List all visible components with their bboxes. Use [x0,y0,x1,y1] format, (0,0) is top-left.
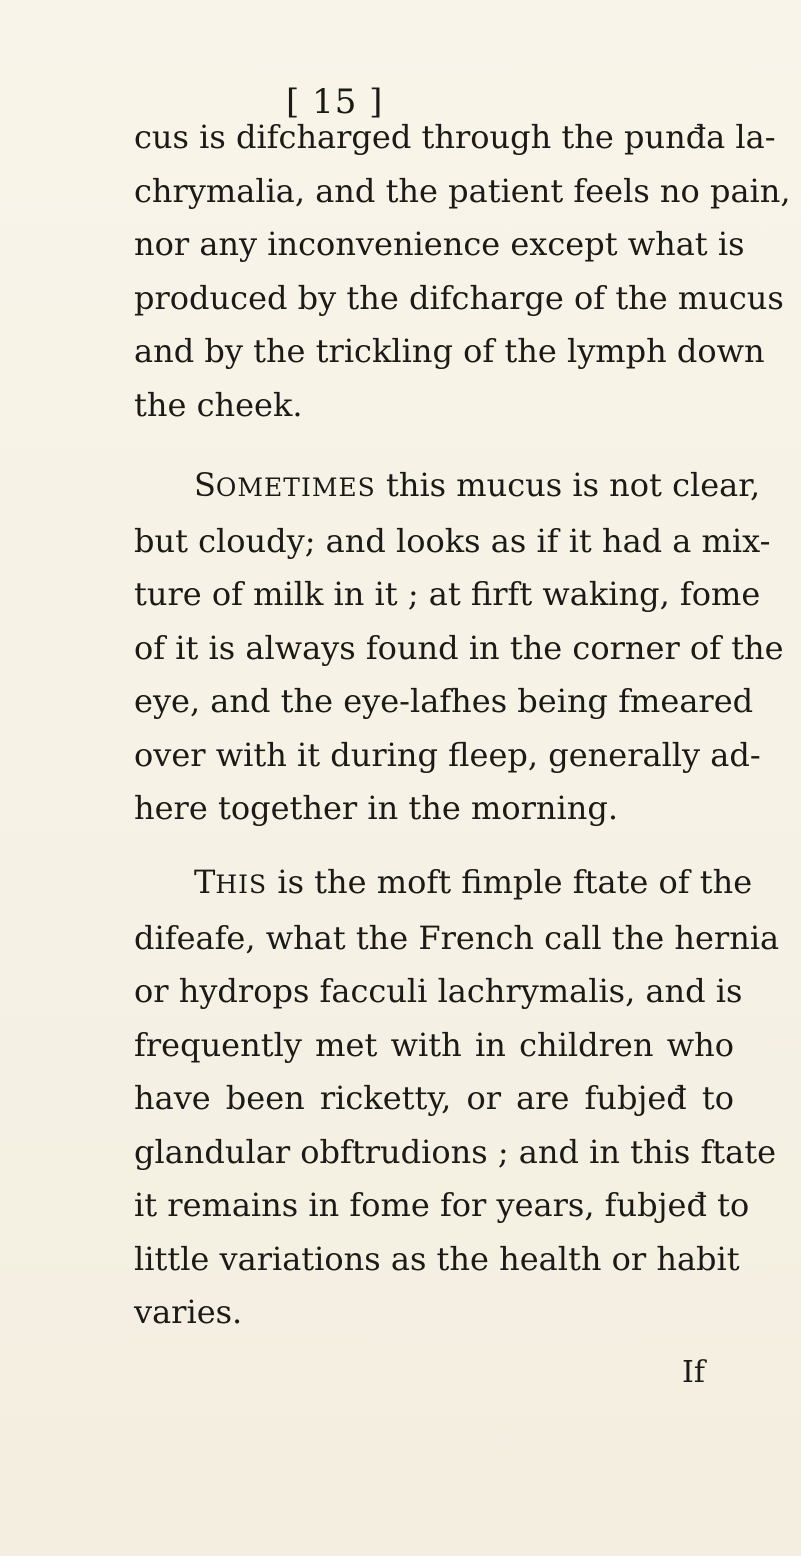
text-line: but cloudy; and looks as if it had a mix- [134,521,771,560]
text-line: little variations as the health or habit [134,1239,740,1278]
text-line: the cheek. [134,385,303,424]
text-line: varies. [134,1293,243,1331]
page-number: [ 15 ] [286,82,384,122]
text-line: of it is always found in the corner of the [134,628,784,667]
text-line: produced by the difcharge of the mucus [134,278,784,317]
text-line: and by the trickling of the lymph down [134,332,765,370]
paragraph-3 [134,856,780,1340]
lead-capital: T [194,863,216,901]
catchword: If [682,1355,705,1390]
lead-small-caps: OMETIMES [215,473,376,502]
text-line: frequently met with in children who [134,1025,734,1064]
text-line: eye, and the eye-lafhes being fmeared [134,682,754,720]
text-line: it remains in fome for years, fubjeđ to [134,1186,750,1224]
text-line: have been ricketty, or are fubjeđ to [134,1079,734,1117]
lead-capital: S [194,466,216,504]
text-line: glandular obftrudions ; and in this ftate [134,1132,777,1171]
text-line: here together in the morning. [134,789,618,827]
text-line: or hydrops facculi lachrymalis, and is [134,972,743,1010]
paragraph-2 [134,459,784,836]
text-line: nor any inconvenience except what is [134,225,745,263]
text-line-lead [134,459,761,515]
text-line: cus is difcharged through the punđa la- [134,118,776,156]
lead-rest: is the moft fimple ftate of the [277,863,753,901]
text-line: chrymalia, and the patient feels no pain, [134,171,791,210]
text-line-lead [134,856,753,912]
paragraph-1 [134,111,791,432]
lead-small-caps: HIS [215,870,268,899]
text-line: difeafe, what the French call the hernia [134,918,780,957]
lead-rest: this mucus is not clear, [385,466,761,504]
text-line: ture of milk in it ; at firft waking, fome [134,575,761,613]
text-line: over with it during fleep, generally ad- [134,735,761,774]
